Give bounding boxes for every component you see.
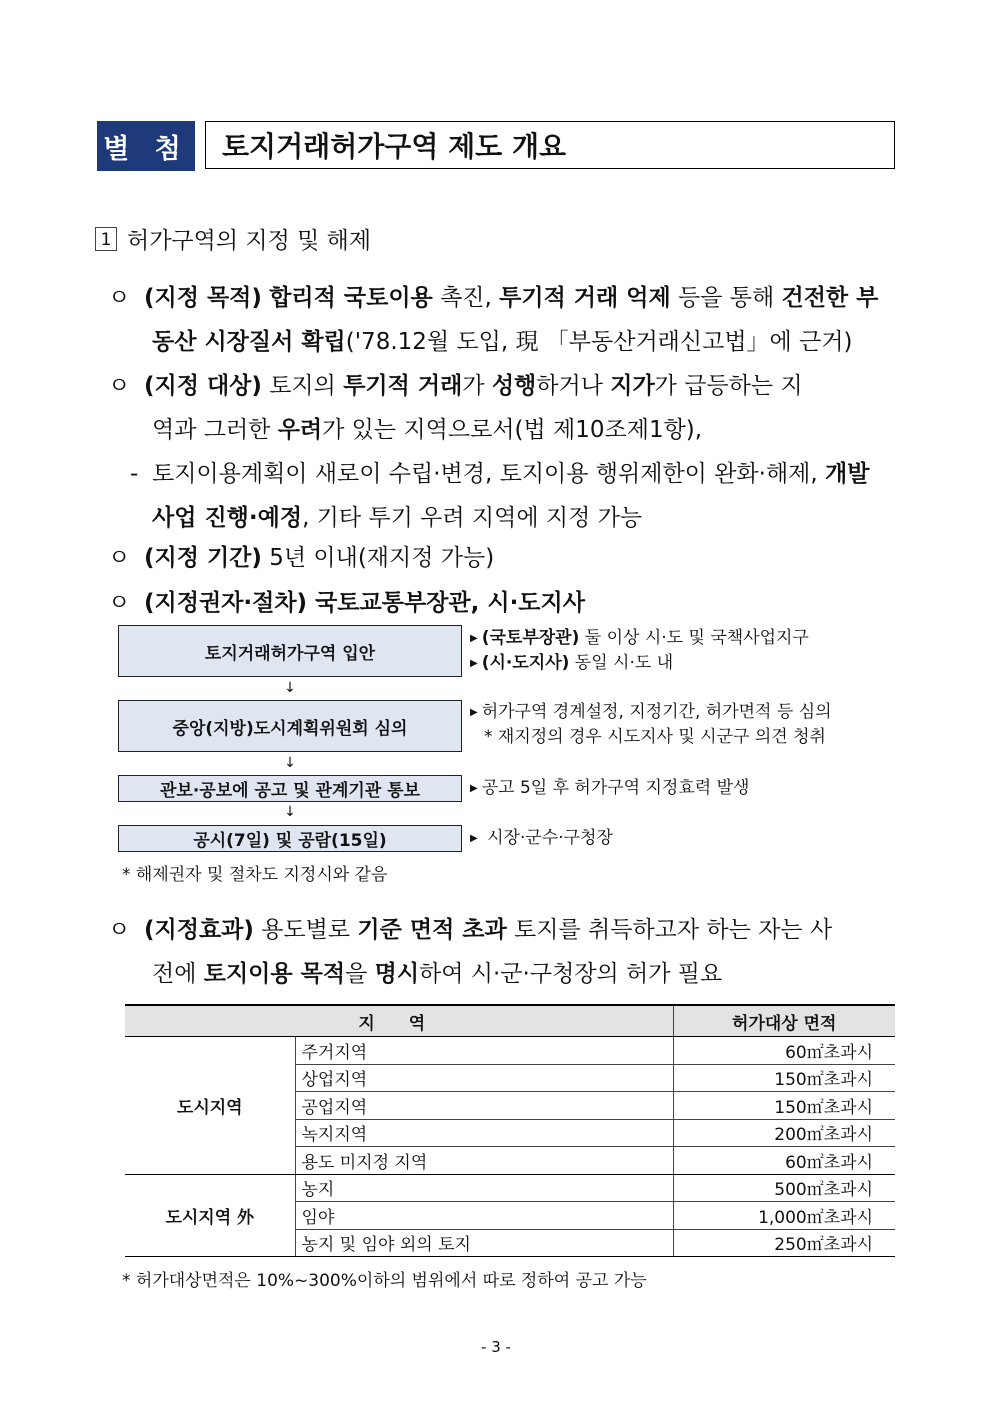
area-limit: 150㎡초과시	[673, 1092, 895, 1120]
group-urban: 도시지역	[125, 1037, 295, 1175]
bullet-effect	[108, 908, 908, 996]
body-text: , 기타 투기 우려 지역에 지정 가능	[302, 505, 643, 531]
table-footnote: * 허가대상면적은 10%~300%이하의 범위에서 따로 정하여 공고 가능	[122, 1271, 647, 1291]
dash-bullet: -	[130, 461, 139, 487]
bullet-tag: (지정권자·절차)	[144, 590, 308, 616]
down-arrow-icon: ↓	[284, 804, 296, 820]
bold-text: 우려	[277, 417, 323, 443]
bullet-tag: (지정 목적)	[144, 285, 262, 311]
bullet-tag: (지정효과)	[144, 917, 254, 943]
section-heading	[95, 222, 371, 255]
permit-area-table	[125, 1004, 895, 1257]
area-name: 녹지지역	[295, 1119, 673, 1147]
bullet-target	[108, 364, 908, 452]
circle-bullet-icon: ㅇ	[108, 373, 131, 399]
document-title	[205, 121, 895, 169]
bold-text: 명시	[374, 961, 420, 987]
bold-text: 사업 진행·예정	[152, 505, 303, 531]
note-text: 허가구역 경계설정, 지정기간, 허가면적 등 심의	[481, 702, 832, 722]
note-text: 둘 이상 시·도 및 국책사업지구	[579, 628, 809, 648]
page-number: - 3 -	[481, 1338, 511, 1356]
area-limit: 60㎡초과시	[673, 1037, 895, 1065]
appendix-badge: 별 첨	[97, 121, 195, 171]
body-text: 전에	[152, 961, 204, 987]
note-text: * 재지정의 경우 시도지사 및 시군구 의견 청취	[484, 727, 826, 747]
document-title-text: 토지거래허가구역 제도 개요	[222, 130, 567, 163]
area-limit: 200㎡초과시	[673, 1119, 895, 1147]
group-non-urban: 도시지역 外	[125, 1174, 295, 1257]
flow-step-publication: 공시(7일) 및 공람(15일)	[118, 825, 462, 852]
note-bold: (시·도지사)	[481, 653, 570, 673]
table-row	[125, 1174, 895, 1202]
triangle-bullet-icon: ▶	[470, 707, 478, 718]
bold-text: 투기적 거래 억제	[499, 285, 671, 311]
bold-text: 국토교통부장관, 시·도지사	[307, 590, 585, 616]
area-limit: 250㎡초과시	[673, 1229, 895, 1257]
bold-text: 성행	[491, 373, 537, 399]
circle-bullet-icon: ㅇ	[108, 590, 131, 616]
note-text: 공고 5일 후 허가구역 지정효력 발생	[481, 778, 750, 798]
circle-bullet-icon: ㅇ	[108, 917, 131, 943]
area-limit: 150㎡초과시	[673, 1064, 895, 1092]
body-text: 역과 그러한	[152, 417, 278, 443]
body-text: 5년 이내(재지정 가능)	[261, 545, 495, 571]
triangle-bullet-icon: ▶	[470, 783, 478, 794]
triangle-bullet-icon: ▶	[470, 833, 478, 844]
flow-note-publication	[470, 826, 613, 851]
flow-step-notice: 관보·공보에 공고 및 관계기관 통보	[118, 775, 462, 802]
header-region: 지 역	[125, 1005, 673, 1037]
circle-bullet-icon: ㅇ	[108, 285, 131, 311]
bullet-authority	[108, 581, 908, 625]
body-text: 을	[345, 961, 375, 987]
note-text: 시장·군수·구청장	[487, 828, 613, 848]
bold-text: 기준 면적 초과	[357, 917, 507, 943]
sub-bullet-examples	[130, 452, 910, 540]
area-name: 용도 미지정 지역	[295, 1147, 673, 1175]
bold-text: 지가	[610, 373, 655, 399]
area-name: 농지 및 임야 외의 토지	[295, 1229, 673, 1257]
bold-text: 투기적 거래	[343, 373, 463, 399]
body-text: 토지이용계획이 새로이 수립·변경, 토지이용 행위제한이 완화·해제,	[152, 461, 825, 487]
body-text: 촉진,	[432, 285, 500, 311]
bold-text: 토지이용 목적	[203, 961, 346, 987]
bold-text: 동산 시장질서 확립	[152, 329, 346, 355]
body-text: 하거나	[536, 373, 611, 399]
body-text: 토지의	[261, 373, 344, 399]
down-arrow-icon: ↓	[284, 680, 296, 696]
header-permit-area: 허가대상 면적	[673, 1005, 895, 1037]
down-arrow-icon: ↓	[284, 755, 296, 771]
note-bold: (국토부장관)	[481, 628, 580, 648]
flow-note-proposal	[470, 626, 809, 676]
circle-bullet-icon: ㅇ	[108, 545, 131, 571]
body-text: 용도별로	[253, 917, 358, 943]
flow-step-review: 중앙(지방)도시계획위원회 심의	[118, 700, 462, 752]
bold-text: 건전한 부	[781, 285, 879, 311]
area-limit: 500㎡초과시	[673, 1174, 895, 1202]
flow-note-notice	[470, 776, 749, 801]
area-name: 상업지역	[295, 1064, 673, 1092]
flow-footnote: * 해제권자 및 절차도 지정시와 같음	[122, 865, 388, 885]
body-text: 토지를 취득하고자 하는 자는 사	[506, 917, 833, 943]
table-row	[125, 1037, 895, 1065]
bullet-tag: (지정 대상)	[144, 373, 262, 399]
body-text: 가 있는 지역으로서(법 제10조제1항),	[322, 417, 703, 443]
bullet-tag: (지정 기간)	[144, 545, 262, 571]
section-number: 1	[95, 227, 117, 251]
note-text: 동일 시·도 내	[569, 653, 674, 673]
bullet-period	[108, 536, 908, 580]
area-name: 주거지역	[295, 1037, 673, 1065]
area-name: 임야	[295, 1202, 673, 1230]
area-limit: 60㎡초과시	[673, 1147, 895, 1175]
body-text: 가 급등하는 지	[654, 373, 803, 399]
flow-note-review	[470, 700, 832, 750]
bold-text: 개발	[825, 461, 870, 487]
section-title: 허가구역의 지정 및 해제	[127, 228, 372, 254]
bullet-purpose	[108, 276, 908, 364]
flow-step-proposal: 토지거래허가구역 입안	[118, 625, 462, 677]
body-text: ('78.12월 도입, 現 「부동산거래신고법」에 근거)	[345, 329, 853, 355]
area-limit: 1,000㎡초과시	[673, 1202, 895, 1230]
area-name: 공업지역	[295, 1092, 673, 1120]
body-text: 등을 통해	[670, 285, 782, 311]
table-header-row	[125, 1005, 895, 1037]
body-text: 하여 시·군·구청장의 허가 필요	[419, 961, 723, 987]
triangle-bullet-icon: ▶	[470, 633, 478, 644]
bold-text: 합리적 국토이용	[269, 285, 433, 311]
area-name: 농지	[295, 1174, 673, 1202]
body-text: 가	[462, 373, 492, 399]
triangle-bullet-icon: ▶	[470, 658, 478, 669]
